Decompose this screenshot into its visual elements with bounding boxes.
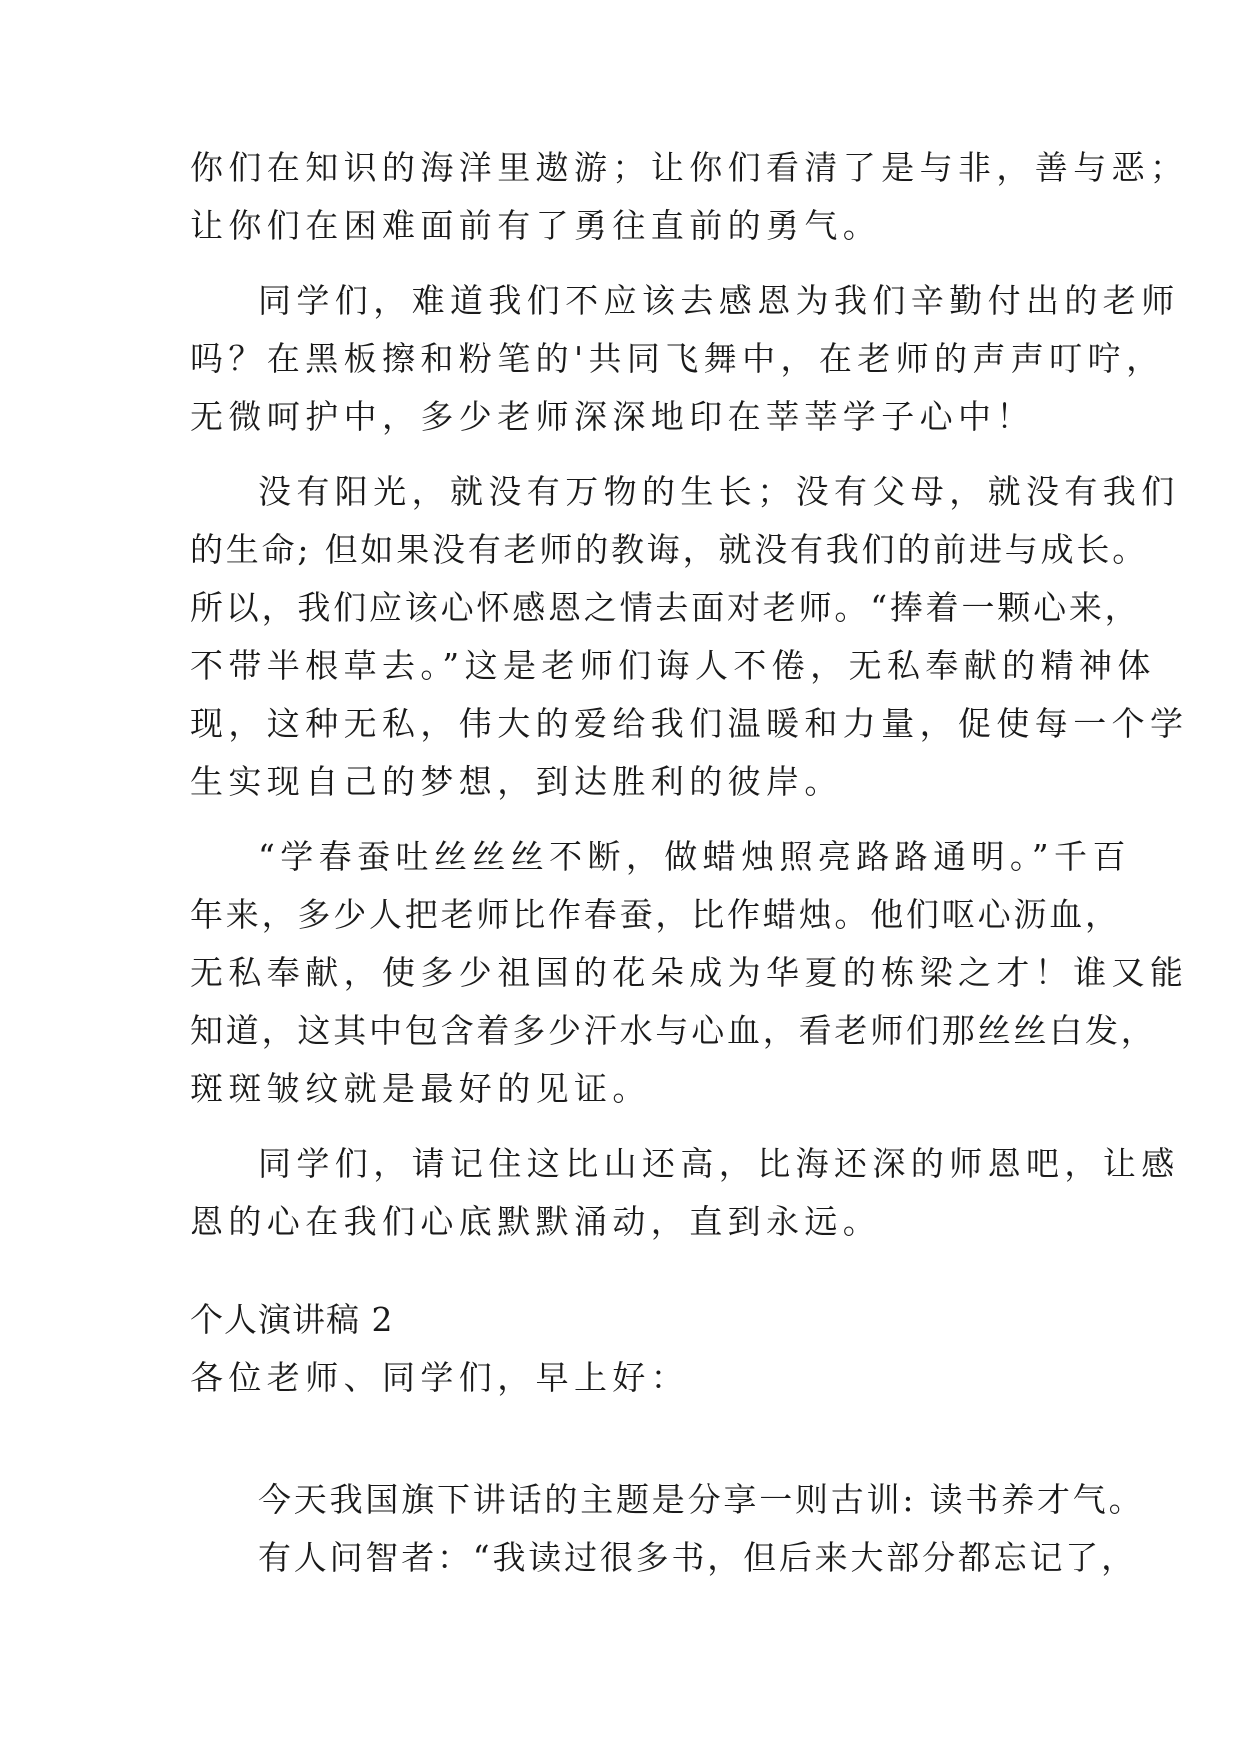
- text-line: 斑斑皱纹就是最好的见证。: [190, 1069, 651, 1108]
- paragraph-start-line: 有人问智者：“我读过很多书，但后来大部分都忘记了，: [258, 1538, 1137, 1577]
- text-line: 让你们在困难面前有了勇往直前的勇气。: [190, 206, 882, 245]
- text-line: 不带半根草去。”这是老师们诲人不倦，无私奉献的精神体: [190, 646, 1156, 685]
- text-line: 吗？在黑板擦和粉笔的'共同飞舞中，在老师的声声叮咛，: [190, 339, 1165, 378]
- text-line: 年来，多少人把老师比作春蚕，比作蜡烛。他们呕心沥血，: [190, 895, 1121, 934]
- text-line: 所以，我们应该心怀感恩之情去面对老师。“捧着一颗心来，: [190, 588, 1141, 627]
- greeting-line: 各位老师、同学们，早上好：: [190, 1358, 690, 1397]
- text-line: 生实现自己的梦想，到达胜利的彼岸。: [190, 762, 843, 801]
- text-line: 现，这种无私，伟大的爱给我们温暖和力量，促使每一个学: [190, 704, 1189, 743]
- paragraph-start-line: “学春蚕吐丝丝丝不断，做蜡烛照亮路路通明。”千百: [258, 837, 1131, 876]
- text-line: 的生命; 但如果没有老师的教诲，就没有我们的前进与成长。: [190, 530, 1149, 569]
- paragraph-start-line: 没有阳光，就没有万物的生长；没有父母，就没有我们: [258, 472, 1180, 511]
- text-line: 无私奉献，使多少祖国的花朵成为华夏的栋梁之才！谁又能: [190, 953, 1189, 992]
- paragraph-start-line: 今天我国旗下讲话的主题是分享一则古训: 读书养才气。: [258, 1480, 1145, 1519]
- paragraph-start-line: 同学们，难道我们不应该去感恩为我们辛勤付出的老师: [258, 281, 1180, 320]
- text-line: 知道，这其中包含着多少汗水与心血，看老师们那丝丝白发，: [190, 1011, 1157, 1050]
- text-line: 无微呵护中，多少老师深深地印在莘莘学子心中！: [190, 397, 1035, 436]
- section-heading: 个人演讲稿 2: [190, 1300, 394, 1339]
- text-line: 恩的心在我们心底默默涌动，直到永远。: [190, 1202, 882, 1241]
- paragraph-start-line: 同学们，请记住这比山还高，比海还深的师恩吧，让感: [258, 1144, 1180, 1183]
- text-line: 你们在知识的海洋里遨游；让你们看清了是与非，善与恶；: [190, 148, 1189, 187]
